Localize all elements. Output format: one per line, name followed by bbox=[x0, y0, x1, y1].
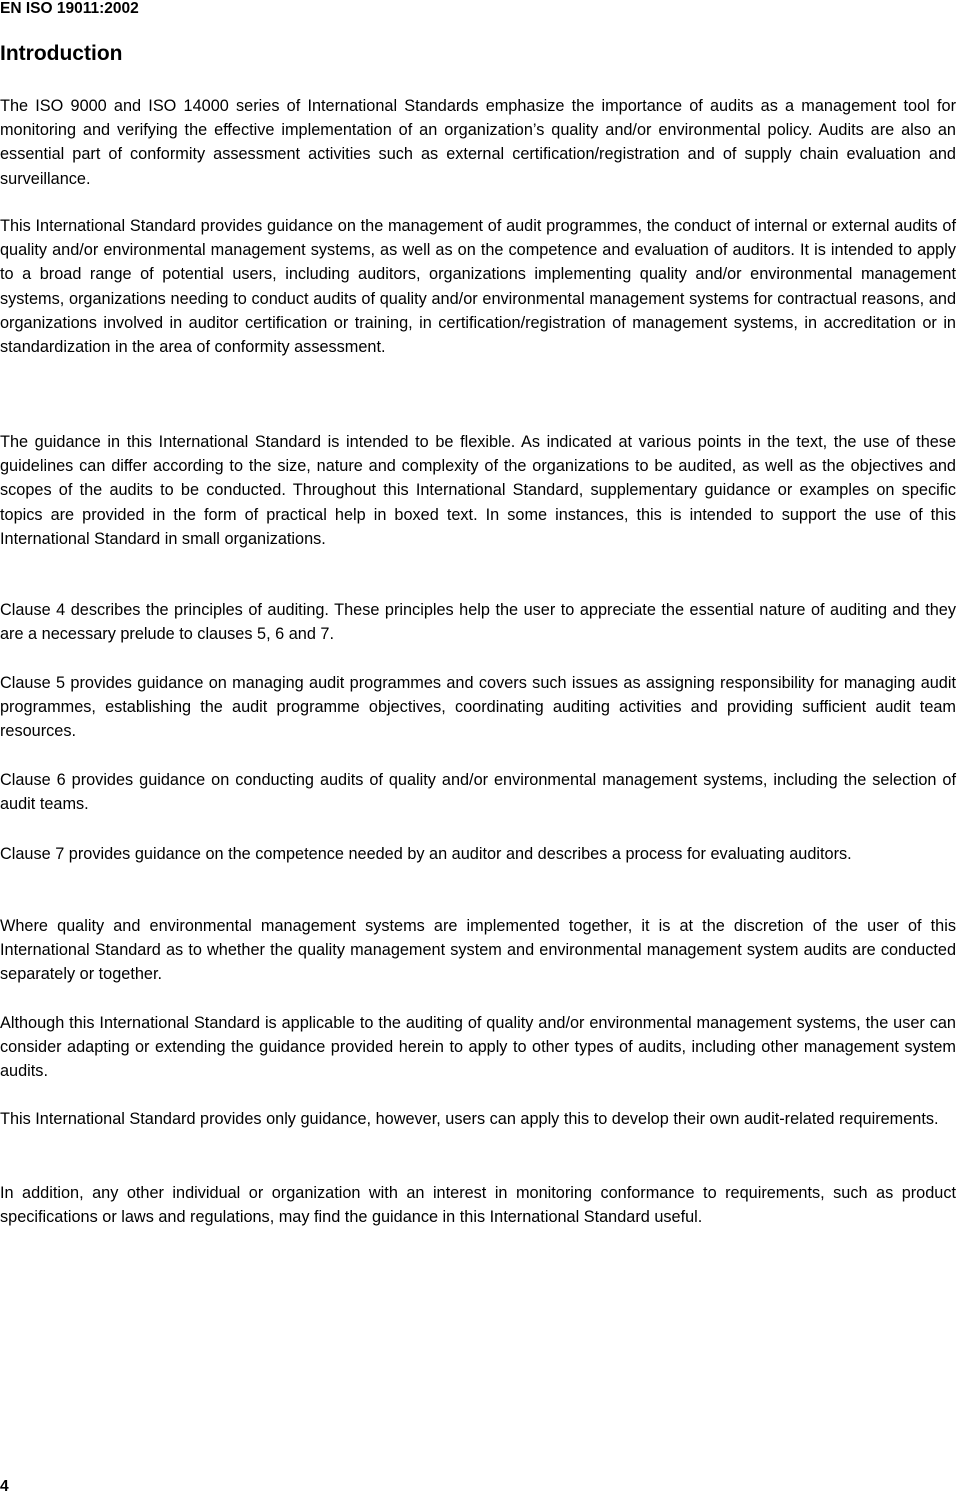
paragraph-applicability: Although this International Standard is applicable to the auditing of quality and/or environmental management systems, the user can consider adapting or extending the guidance provided herein to apply to other types of audits, including other management system audits. bbox=[0, 1014, 956, 1081]
paragraph-combined-systems: Where quality and environmental management systems are implemented together, it is at the discretion of the user of this International Standard as to whether the quality management system and environmental management system audits are conducted separately or together. bbox=[0, 917, 956, 984]
paragraph-clause-5: Clause 5 provides guidance on managing audit programmes and covers such issues as assigning responsibility for managing audit programmes, establishing the audit programme objectives, coordinating auditing activities and providing sufficient audit team resources. bbox=[0, 674, 956, 741]
paragraph-clause-4: Clause 4 describes the principles of auditing. These principles help the user to appreciate the essential nature of auditing and they are a necessary prelude to clauses 5, 6 and 7. bbox=[0, 601, 956, 644]
paragraph-guidance-only: This International Standard provides only guidance, however, users can apply this to develop their own audit-related requirements. bbox=[0, 1110, 939, 1128]
page-number: 4 bbox=[0, 1478, 9, 1495]
paragraph-flexibility: The guidance in this International Standard is intended to be flexible. As indicated at various points in the text, the use of these guidelines can differ according to the size, nature and complexity of the organizations to be audited, as well as the objectives and scopes of the audits to be conducted. Throughout this International Standard, supplementary guidance or examples on specific topics are provided in the form of practical help in boxed text. In some instances, this is intended to support the use of this International Standard in small organizations. bbox=[0, 433, 956, 548]
paragraph-clause-6: Clause 6 provides guidance on conducting audits of quality and/or environmental management systems, including the selection of audit teams. bbox=[0, 771, 956, 814]
paragraph-iso-series: The ISO 9000 and ISO 14000 series of International Standards emphasize the importance of audits as a management tool for monitoring and verifying the effective implementation of an organization’s quality and/or environmental policy. Audits are also an essential part of conformity assessment activities such as external certification/registration and of supply chain evaluation and surveillance. bbox=[0, 97, 956, 188]
paragraph-clause-7: Clause 7 provides guidance on the competence needed by an auditor and describes a process for evaluating auditors. bbox=[0, 845, 852, 863]
document-header: EN ISO 19011:2002 bbox=[0, 0, 139, 17]
paragraph-other-users: In addition, any other individual or organization with an interest in monitoring conformance to requirements, such as product specifications or laws and regulations, may find the guidance in this International Standard useful. bbox=[0, 1184, 956, 1227]
section-title: Introduction bbox=[0, 42, 123, 65]
paragraph-scope: This International Standard provides guidance on the management of audit programmes, the conduct of internal or external audits of quality and/or environmental management systems, as well as on the competence and evaluation of auditors. It is intended to apply to a broad range of potential users, including auditors, organizations implementing quality and/or environmental management systems, organizations needing to conduct audits of quality and/or environmental management systems for contractual reasons, and organizations involved in auditor certification or training, in certification/registration of management systems, in accreditation or in standardization in the area of conformity assessment. bbox=[0, 217, 956, 357]
